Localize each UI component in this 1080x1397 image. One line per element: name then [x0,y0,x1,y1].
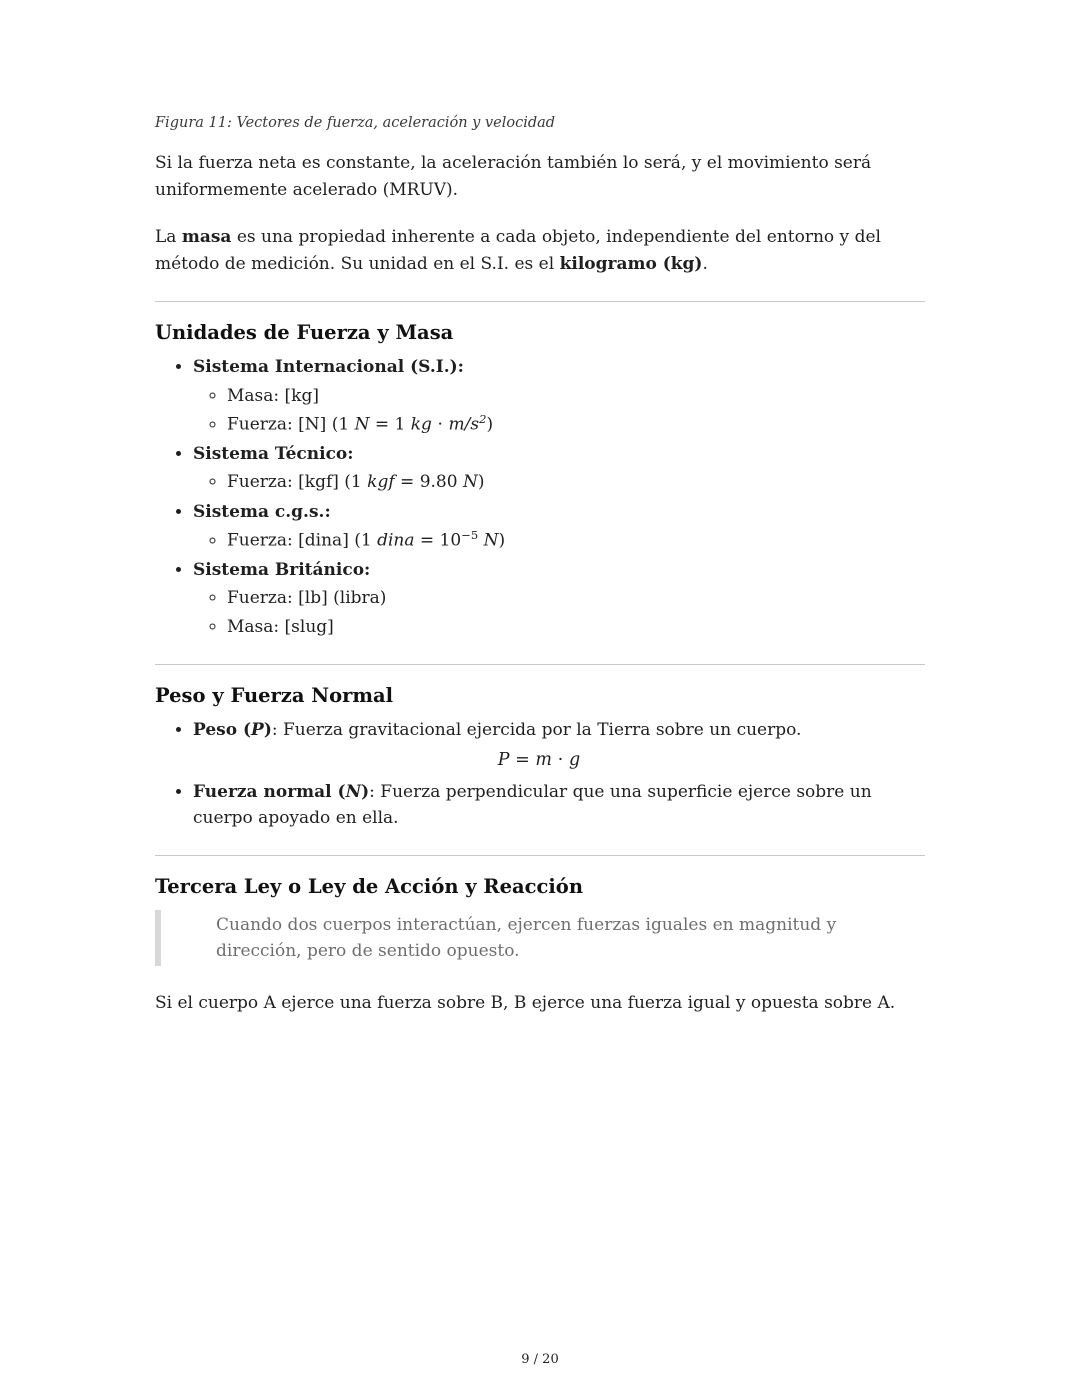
text-run: ) [477,472,485,493]
math-run: P [497,749,510,770]
list-item-cgs-fuerza [227,527,925,554]
math-run: kgf [367,472,395,493]
text-run: La [155,227,182,248]
text-run: . [702,253,708,274]
list-item-si-fuerza [227,411,925,438]
peso-label [193,720,272,740]
system-label-tecnico: Sistema Técnico: [193,443,354,464]
text-run: Fuerza: [lb] (libra) [227,588,387,609]
peso-list [155,717,925,831]
text-run: ) [486,414,494,435]
text-run: = 9.80 [394,472,463,493]
text-run: Masa: [slug] [227,616,334,637]
system-label-cgs: Sistema c.g.s.: [193,501,331,522]
text-run: : Fuerza gravitacional ejercida por la Tierra sobre un cuerpo. [271,720,802,741]
cgs-sublist [193,527,925,554]
bold-run: ) [361,781,370,802]
math-run: N [478,530,499,551]
text-run: = [509,749,536,770]
text-run: es una propiedad inherente a cada objeto, independiente del entorno y del método de medición. Su unidad en el S.I. es el [155,227,881,274]
math-run: kg ⋅ m/s [410,414,480,435]
si-sublist [193,383,925,438]
math-run: N [462,472,478,493]
bold-run: Peso ( [193,720,252,741]
text-run: Fuerza: [N] (1 [227,414,355,435]
page-number: 9 / 20 [521,1352,559,1367]
section-unidades [155,320,925,640]
math-run: P [251,720,264,741]
text-run: Masa: [kg] [227,385,319,406]
bold-run: Fuerza normal ( [193,781,346,802]
paragraph-masa [155,224,925,277]
bold-run: ) [263,720,272,741]
math-run: dina [377,530,415,551]
section-title-unidades: Unidades de Fuerza y Masa [155,320,454,344]
britanico-sublist [193,585,925,640]
list-item-tecnico-fuerza [227,469,925,495]
fuerza-normal-label [193,782,369,802]
list-item-sistema-internacional [193,354,925,438]
text-run: = 1 [369,414,411,435]
figure-caption: Figura 11: Vectores de fuerza, aceleración y velocidad [155,115,556,131]
section-peso [155,683,925,832]
math-run: N [345,781,362,802]
system-label-si: Sistema Internacional (S.I.): [193,357,464,378]
section-title-tercera-ley: Tercera Ley o Ley de Acción y Reacción [155,875,583,899]
text-run: Fuerza: [dina] (1 [227,530,378,551]
list-item-brit-fuerza [227,585,925,611]
bold-masa: masa [181,227,232,248]
tecnico-sublist [193,469,925,495]
math-superscript: −5 [461,527,479,542]
list-item-brit-masa [227,614,925,640]
list-item-sistema-tecnico [193,441,925,496]
list-item-peso [193,717,925,773]
paragraph-mruv: Si la fuerza neta es constante, la aceleración también lo será, y el movimiento será uniformemente acelerado (MRUV). [155,153,872,200]
list-item-fuerza-normal [193,779,925,832]
text-run: : Fuerza perpendicular que una superficie ejerce sobre un cuerpo apoyado en ella. [193,781,872,829]
math-run: N [354,414,370,435]
paragraph-accion-reaccion: Si el cuerpo A ejerce una fuerza sobre B, B ejerce una fuerza igual y opuesta sobre A. [155,993,896,1014]
text-run: Fuerza: [kgf] (1 [227,472,368,493]
section-divider [155,855,925,856]
list-item-sistema-cgs [193,499,925,554]
text-run: ) [498,530,506,551]
blockquote-tercera-ley: Cuando dos cuerpos interactúan, ejercen fuerzas iguales en magnitud y dirección, pero de sentido opuesto. [155,910,925,967]
section-title-peso: Peso y Fuerza Normal [155,683,394,707]
section-divider [155,301,925,302]
section-tercera-ley [155,874,925,1016]
system-label-britanico: Sistema Británico: [193,559,371,580]
equation-peso [193,747,885,774]
math-run: m ⋅ g [535,749,581,770]
text-run: = 10 [414,530,462,551]
list-item-sistema-britanico [193,557,925,640]
list-item-si-masa [227,383,925,409]
bold-kilogramo: kilogramo (kg) [559,253,703,274]
section-divider [155,664,925,665]
units-list [155,354,925,640]
math-superscript: 2 [479,411,487,426]
